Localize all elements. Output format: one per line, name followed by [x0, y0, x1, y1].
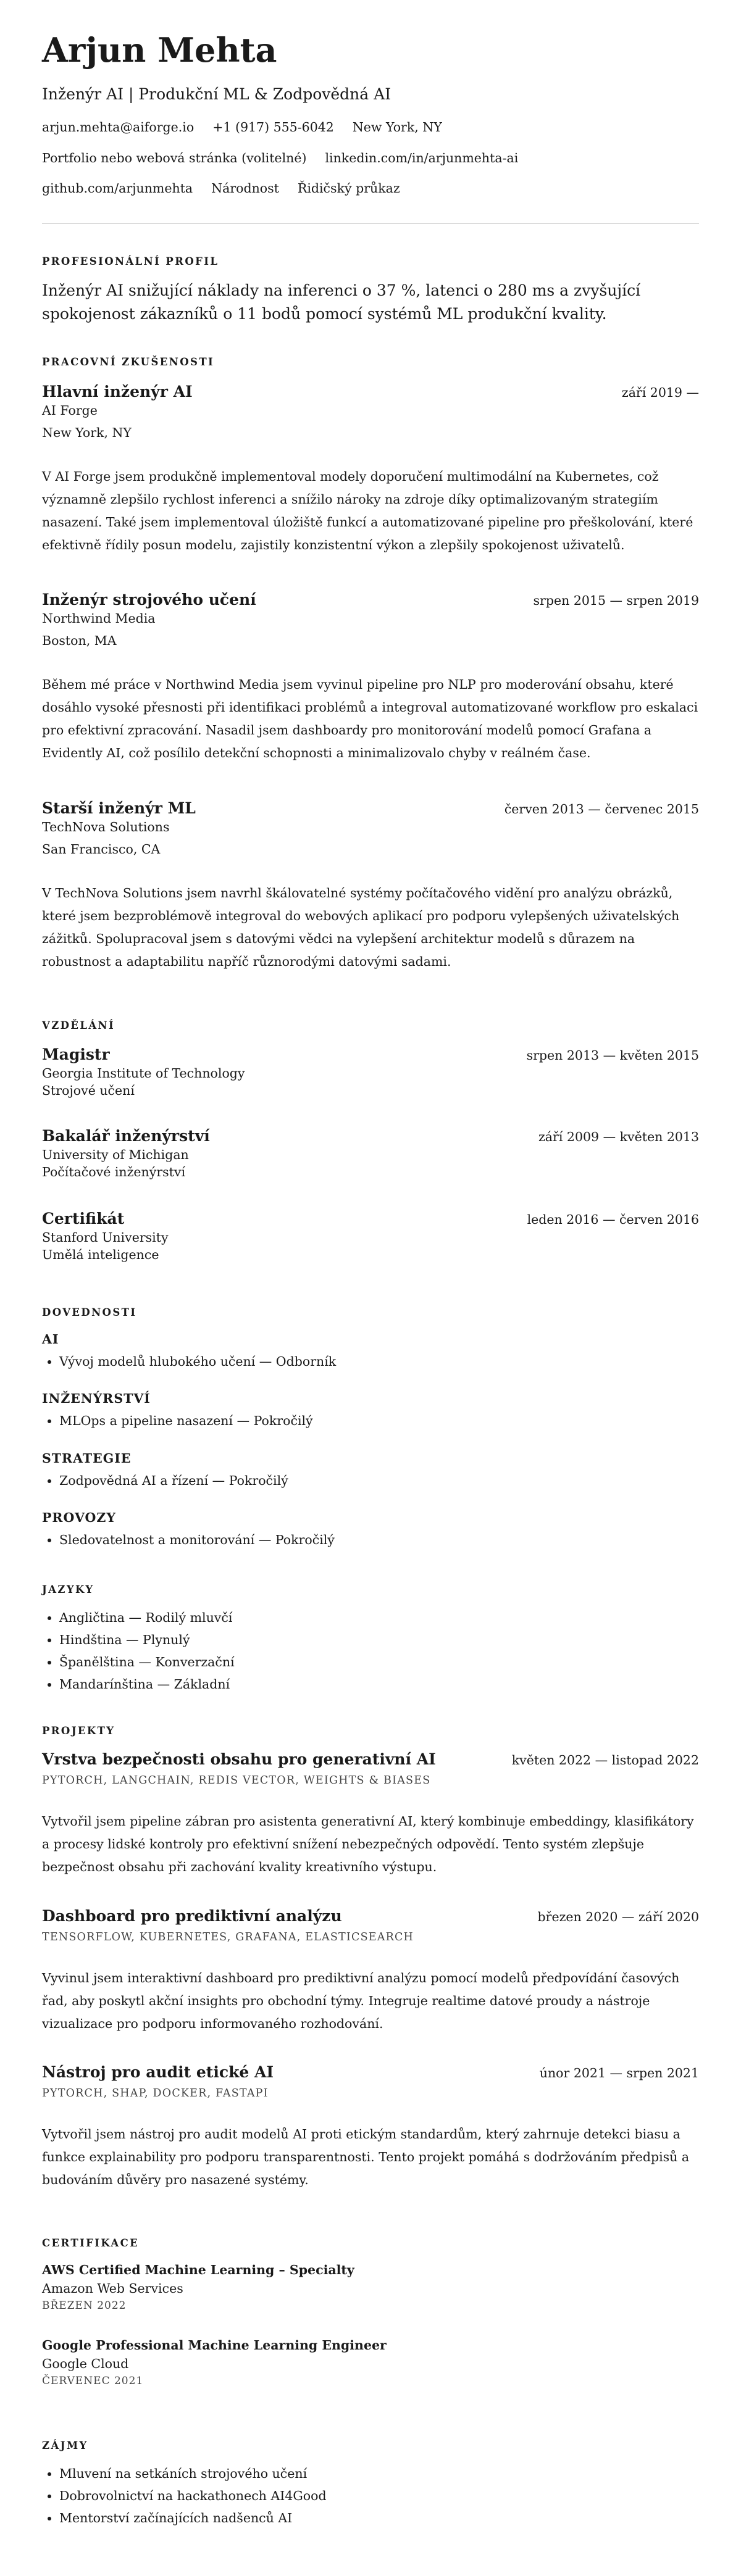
contact-row — [42, 181, 699, 196]
certification-issuer: Amazon Web Services — [42, 2281, 183, 2296]
education-item — [42, 1210, 699, 1262]
language-item: • Hindština — Plynulý — [59, 1629, 699, 1651]
project-dates: únor 2021 — srpen 2021 — [539, 2066, 699, 2080]
skill-category: STRATEGIE — [42, 1451, 132, 1466]
project-description: Vytvořil jsem pipeline zábran pro asistenta generativní AI, který kombinuje embeddingy, klasifikátory a procesy lidské kontroly pro efektivní snížení nebezpečných odpovědí. Tento systém zlepšuje bezpečnost obsahu při zachování kvality kreativního výstupu. — [42, 1814, 694, 1874]
skill-item: • MLOps a pipeline nasazení — Pokročilý — [59, 1410, 699, 1432]
company: AI Forge — [42, 403, 98, 418]
certification-date: ČERVENEC 2021 — [42, 2375, 144, 2387]
linkedin-link[interactable]: linkedin.com/in/arjunmehta-ai — [325, 151, 519, 165]
project-dates: květen 2022 — listopad 2022 — [511, 1753, 699, 1768]
skill-group — [42, 1332, 699, 1373]
certification-item — [42, 2262, 699, 2312]
project-item — [42, 2063, 699, 2192]
language-item: • Španělština — Konverzační — [59, 1651, 699, 1673]
header-divider — [42, 223, 699, 224]
project-title: Nástroj pro audit etické AI — [42, 2063, 274, 2081]
school: Stanford University — [42, 1230, 169, 1245]
job-description: V AI Forge jsem produkčně implementoval modely doporučení multimodální na Kubernetes, což významně zlepšilo rychlost inferenci a snížilo nároky na zdroje díky optimalizovaným strategiím nasazení. Také jsem implementoval úložiště funkcí a automatizované pipeline pro přeškolování, které efektivně řídily posun modelu, zajistily konzistentní výkon a zlepšily spokojenost uživatelů. — [42, 469, 693, 552]
skill-category: PROVOZY — [42, 1510, 116, 1525]
project-tech-stack: PYTORCH, LANGCHAIN, REDIS VECTOR, WEIGHTS & BIASES — [42, 1774, 431, 1787]
section-heading-profile: PROFESIONÁLNÍ PROFIL — [42, 256, 219, 267]
field-of-study: Umělá inteligence — [42, 1247, 159, 1262]
skill-item: • Sledovatelnost a monitorování — Pokročilý — [59, 1529, 699, 1551]
project-title: Vrstva bezpečnosti obsahu pro generativní AI — [42, 1750, 436, 1768]
job-dates: červen 2013 — červenec 2015 — [504, 802, 699, 816]
school: Georgia Institute of Technology — [42, 1066, 245, 1081]
degree: Bakalář inženýrství — [42, 1127, 210, 1145]
skill-group — [42, 1510, 699, 1551]
field-of-study: Strojové učení — [42, 1083, 135, 1098]
skill-item: • Vývoj modelů hlubokého učení — Odborník — [59, 1350, 699, 1373]
experience-item — [42, 799, 699, 973]
portfolio-link[interactable]: Portfolio nebo webová stránka (volitelné) — [42, 151, 307, 165]
language-item: • Mandarínština — Základní — [59, 1673, 699, 1695]
job-location: Boston, MA — [42, 633, 117, 648]
project-description: Vytvořil jsem nástroj pro audit modelů AI proti etickým standardům, který zahrnuje detekci biasu a funkce explainability pro podporu transparentnosti. Tento projekt pomáhá s dodržováním předpisů a budováním důvěry pro nasazené systémy. — [42, 2127, 690, 2187]
degree: Certifikát — [42, 1210, 125, 1228]
education-item — [42, 1045, 699, 1098]
education-dates: září 2009 — květen 2013 — [538, 1129, 699, 1144]
interest-item: • Mentorství začínajících nadšenců AI — [59, 2507, 699, 2529]
project-title: Dashboard pro prediktivní analýzu — [42, 1907, 342, 1925]
headline: Inženýr AI | Produkční ML & Zodpovědná AI — [42, 85, 391, 103]
interest-item: • Dobrovolnictví na hackathonech AI4Good — [59, 2485, 699, 2507]
language-list — [42, 1606, 699, 1695]
contact-row — [42, 120, 699, 135]
contact-row — [42, 151, 699, 165]
email-link[interactable]: arjun.mehta@aiforge.io — [42, 120, 195, 135]
certification-issuer: Google Cloud — [42, 2356, 129, 2371]
education-dates: leden 2016 — červen 2016 — [527, 1212, 699, 1227]
job-title: Starší inženýr ML — [42, 799, 196, 817]
job-title: Hlavní inženýr AI — [42, 383, 193, 401]
job-dates: září 2019 — — [621, 385, 699, 400]
school: University of Michigan — [42, 1147, 189, 1162]
certification-name: AWS Certified Machine Learning – Specialty — [42, 2262, 354, 2277]
field-of-study: Počítačové inženýrství — [42, 1165, 186, 1179]
section-heading-projects: PROJEKTY — [42, 1725, 115, 1737]
project-item — [42, 1907, 699, 2035]
education-item — [42, 1127, 699, 1179]
project-tech-stack: PYTORCH, SHAP, DOCKER, FASTAPI — [42, 2087, 269, 2100]
job-description: V TechNova Solutions jsem navrhl škálovatelné systémy počítačového vidění pro analýzu obrázků, které jsem bezproblémově integroval do webových aplikací pro podporu vylepšených uživatelských zážitků. Spolupracoval jsem s datovými vědci na vylepšení architektur modelů s důrazem na robustnost a adaptabilitu napříč různorodými datovými sadami. — [42, 886, 680, 969]
job-description: Během mé práce v Northwind Media jsem vyvinul pipeline pro NLP pro moderování obsahu, které dosáhlo vysoké přesnosti při identifikaci problémů a integroval automatizované workflow pro eskalaci pro efektivní zpracování. Nasadil jsem dashboardy pro monitorování modelů pomocí Grafana a Evidently AI, což posílilo detekční schopnosti a minimalizovalo chyby v reálném čase. — [42, 677, 698, 760]
github-link[interactable]: github.com/arjunmehta — [42, 181, 193, 196]
profile-summary: Inženýr AI snižující náklady na inferenci o 37 %, latenci o 280 ms a zvyšující spokojenost zákazníků o 11 bodů pomocí systémů ML produkční kvality. — [42, 281, 641, 323]
education-dates: srpen 2013 — květen 2015 — [526, 1048, 699, 1063]
project-description: Vyvinul jsem interaktivní dashboard pro prediktivní analýzu pomocí modelů předpovídání časových řad, aby poskytl akční insights pro obchodní týmy. Integruje realtime datové proudy a nástroje vizualizace pro podporu informovaného rozhodování. — [42, 1971, 680, 2031]
certification-item — [42, 2338, 699, 2387]
experience-item — [42, 591, 699, 765]
section-heading-languages: JAZYKY — [42, 1584, 94, 1595]
skill-category: INŽENÝRSTVÍ — [42, 1391, 151, 1406]
job-location: New York, NY — [42, 425, 132, 440]
language-item: • Angličtina — Rodilý mluvčí — [59, 1606, 699, 1629]
driving-license: Řidičský průkaz — [297, 181, 400, 196]
section-heading-experience: PRACOVNÍ ZKUŠENOSTI — [42, 356, 215, 368]
project-item — [42, 1750, 699, 1879]
degree: Magistr — [42, 1045, 110, 1063]
phone: +1 (917) 555-6042 — [212, 120, 334, 135]
section-heading-education: VZDĚLÁNÍ — [42, 1020, 115, 1031]
certification-name: Google Professional Machine Learning Engineer — [42, 2338, 387, 2353]
experience-item — [42, 383, 699, 557]
location: New York, NY — [352, 120, 442, 135]
nationality: Národnost — [211, 181, 279, 196]
skill-group — [42, 1391, 699, 1432]
project-dates: březen 2020 — září 2020 — [537, 1909, 699, 1924]
skill-group — [42, 1451, 699, 1492]
interest-item: • Mluvení na setkáních strojového učení — [59, 2462, 699, 2485]
section-heading-interests: ZÁJMY — [42, 2440, 88, 2451]
section-heading-skills: DOVEDNOSTI — [42, 1307, 137, 1318]
certification-date: BŘEZEN 2022 — [42, 2300, 127, 2312]
interest-list — [42, 2462, 699, 2529]
job-location: San Francisco, CA — [42, 842, 161, 857]
job-dates: srpen 2015 — srpen 2019 — [533, 593, 699, 608]
candidate-name: Arjun Mehta — [42, 30, 277, 70]
skill-item: • Zodpovědná AI a řízení — Pokročilý — [59, 1469, 699, 1492]
skill-category: AI — [42, 1332, 59, 1347]
company: TechNova Solutions — [42, 820, 170, 834]
project-tech-stack: TENSORFLOW, KUBERNETES, GRAFANA, ELASTICSEARCH — [42, 1931, 414, 1943]
job-title: Inženýr strojového učení — [42, 591, 256, 609]
section-heading-certifications: CERTIFIKACE — [42, 2237, 140, 2249]
company: Northwind Media — [42, 611, 156, 626]
